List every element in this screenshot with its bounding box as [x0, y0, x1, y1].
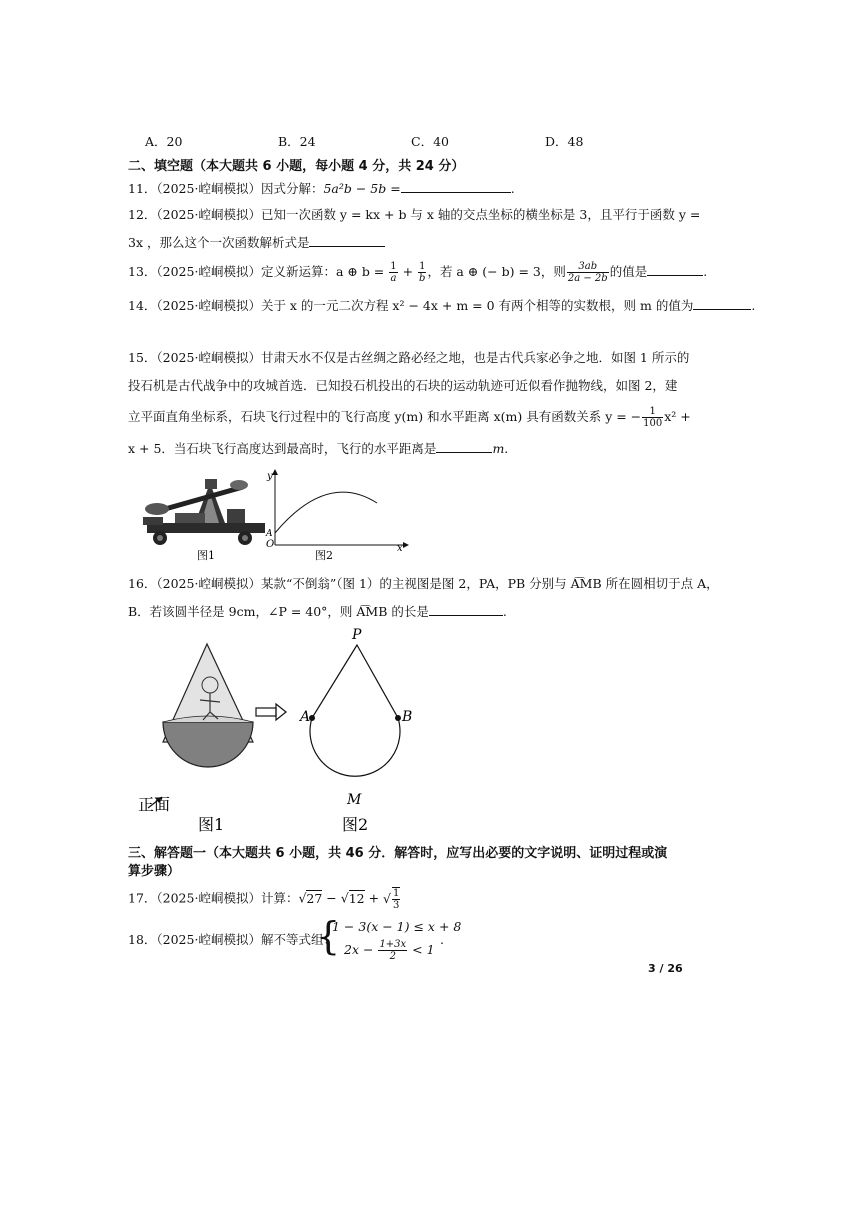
section-heading: 三、解答题一（本大题共 6 小题，共 46 分．解答时，应写出必要的文字说明、证明过程或演 — [128, 846, 668, 861]
question-18-prefix: 18．（2025·崆峒模拟）解不等式组： — [128, 932, 336, 947]
question-13: 13．（2025·崆峒模拟）定义新运算：a ⊕ b = $\frac{1}{a}$ + $\frac{1}{b}$ ，若 a ⊕ (− b) = 3，则 $\frac{3ab}{2a - 2b}$ 的值是 . — [128, 261, 708, 284]
q11-expression: 5a²b − 5b = — [323, 181, 401, 196]
fraction-1-over-100: $\frac{1}{100}$ — [643, 406, 663, 429]
point-a-label: A — [300, 709, 311, 725]
origin-label: O — [266, 539, 275, 550]
fraction-1-over-b: $\frac{1}{b}$ — [419, 261, 426, 284]
page-number: 3 / 26 — [648, 962, 683, 975]
answer-blank — [309, 234, 385, 247]
inequality-2: 2x − $\frac{1+3x}{2}$ < 1 — [344, 939, 435, 962]
sqrt-12: √12 — [340, 890, 365, 906]
point-m-label: M — [347, 792, 362, 808]
question-12-line1: 12．（2025·崆峒模拟）已知一次函数 y = kx + b 与 x 轴的交点坐标的横坐标是 3，且平行于函数 y = — [128, 207, 701, 222]
answer-blank — [693, 297, 751, 310]
q13-prefix: 13．（2025·崆峒模拟）定义新运算：a ⊕ b = — [128, 264, 389, 279]
caption-figure-2: 图2 — [315, 549, 333, 562]
figure-15 — [135, 465, 415, 565]
question-14: 14．（2025·崆峒模拟）关于 x 的一元二次方程 x² − 4x + m = 0 有两个相等的实数根，则 m 的值为 . — [128, 298, 756, 313]
question-11 — [128, 180, 515, 197]
parabola-graph — [265, 469, 409, 554]
q12-text: 3x ，那么这个一次函数解析式是 — [128, 235, 310, 250]
fraction-1-plus-3x-over-2: $\frac{1+3x}{2}$ — [379, 939, 407, 962]
section-heading: 二、填空题（本大题共 6 小题，每小题 4 分，共 24 分） — [128, 159, 465, 174]
caption-figure-1: 图1 — [197, 549, 215, 562]
answer-blank — [647, 263, 703, 276]
x-axis-label: x — [397, 543, 403, 554]
question-15-line3: 立平面直角坐标系，石块飞行过程中的飞行高度 y(m) 和水平距离 x(m) 具有函数关系 y = − $\frac{1}{100}$ x² + — [128, 406, 691, 429]
brace-icon: { — [316, 914, 341, 958]
option-c: C．40 — [411, 134, 449, 149]
question-15-line2: 投石机是古代战争中的攻城首选．已知投石机投出的石块的运动轨迹可近似看作抛物线，如图 2，建 — [128, 378, 678, 393]
y-axis-label: y — [267, 471, 273, 482]
question-17: 17．（2025·崆峒模拟）计算：√27 − √12 + √ $\frac{1}{3}$ — [128, 888, 400, 911]
arrow-right-icon — [256, 704, 286, 720]
inequality-1: 1 − 3(x − 1) ≤ x + 8 — [332, 919, 462, 934]
point-b-label: B — [402, 709, 413, 725]
question-15-line1: 15．（2025·崆峒模拟）甘肃天水不仅是古丝绸之路必经之地，也是古代兵家必争之地．如图 1 所示的 — [128, 350, 690, 365]
fraction-1-over-a: $\frac{1}{a}$ — [390, 261, 397, 284]
fraction-3ab: $\frac{3ab}{2a - 2b}$ — [567, 261, 608, 284]
question-16-line1: 16．（2025·崆峒模拟）某款“不倒翁”（图 1）的主视图是图 2，PA，PB 分别与 A͡MB 所在圆相切于点 A， — [128, 576, 719, 591]
answer-blank — [429, 603, 503, 616]
question-15-line4: x + 5．当石块飞行高度达到最高时，飞行的水平距离是 m. — [128, 441, 509, 456]
option-d: D．48 — [545, 134, 584, 149]
q13-condition: ，若 a ⊕ (− b) = 3，则 — [427, 264, 566, 279]
front-label: 正面 — [138, 795, 171, 814]
caption-figure-1: 图1 — [198, 815, 225, 834]
q11-tail: . — [510, 181, 515, 196]
option-b: B．24 — [278, 134, 316, 149]
question-12-line2 — [128, 234, 385, 251]
caption-figure-2: 图2 — [342, 815, 369, 834]
q11-prefix: 11．（2025·崆峒模拟）因式分解： — [128, 181, 324, 196]
tangent-circle-diagram — [298, 627, 412, 808]
q18-end: . — [440, 932, 444, 947]
trebuchet-illustration — [143, 479, 265, 545]
figure-16 — [130, 622, 430, 837]
answer-blank — [401, 180, 511, 193]
option-a: A．20 — [145, 134, 183, 149]
section-heading-continued: 算步骤） — [128, 864, 181, 879]
answer-blank — [436, 440, 492, 453]
tumbler-toy-illustration — [148, 644, 253, 808]
sqrt-one-third: √ $\frac{1}{3}$ — [383, 888, 400, 911]
point-a-label: A — [266, 529, 273, 539]
question-16-line2: B．若该圆半径是 9cm，∠P = 40°，则 A͡MB 的长是 . — [128, 604, 507, 619]
sqrt-27: √27 — [298, 890, 323, 906]
point-p-label: P — [352, 627, 362, 643]
